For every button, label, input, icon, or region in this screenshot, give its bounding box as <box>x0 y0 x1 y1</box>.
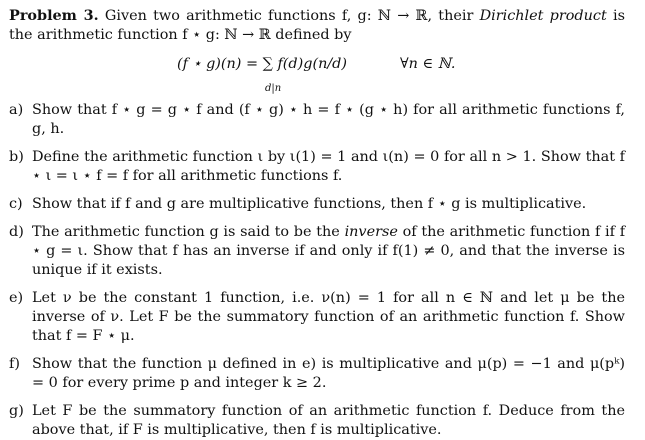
problem-intro <box>9 6 625 45</box>
part-f <box>9 355 625 393</box>
part-c <box>9 195 625 214</box>
part-d-text-2: of the arithmetic function f if f ⋆ g = ι. Show that f has an inverse if and only if f(1) ≠ 0, and that the inverse is unique if it exists. <box>32 224 626 278</box>
part-e <box>9 289 625 346</box>
equation-main: (f ⋆ g)(n) = ∑ f(d)g(n/d) <box>177 56 348 72</box>
part-b <box>9 148 625 186</box>
display-equation <box>9 47 625 99</box>
part-e-label: e) <box>9 290 24 306</box>
intro-text-1: Given two arithmetic functions f, g: ℕ → ℝ, their <box>104 8 474 24</box>
part-a-text: Show that f ⋆ g = g ⋆ f and (f ⋆ g) ⋆ h = f ⋆ (g ⋆ h) for all arithmetic functions f, g, h. <box>32 102 625 137</box>
part-d-emphasis: inverse <box>344 224 398 240</box>
equation-condition: ∀n ∈ ℕ. <box>400 56 456 72</box>
part-b-label: b) <box>9 149 24 165</box>
part-d-label: d) <box>9 224 24 240</box>
part-c-text: Show that if f and g are multiplicative functions, then f ⋆ g is multiplicative. <box>32 196 587 212</box>
intro-emphasis: Dirichlet product <box>479 8 607 24</box>
problem-label: Problem 3. <box>9 7 99 24</box>
part-b-text: Define the arithmetic function ι by ι(1) = 1 and ι(n) = 0 for all n > 1. Show that f ⋆ ι = ι ⋆ f = f for all arithmetic functions f. <box>32 149 625 184</box>
part-a-label: a) <box>9 102 24 118</box>
part-g-label: g) <box>9 403 24 419</box>
equation-subscript: d|n <box>265 83 282 94</box>
part-g-text: Let F be the summatory function of an arithmetic function f. Deduce from the above that, if F is multiplicative, then f is multiplicative. <box>32 403 625 438</box>
problem-document <box>9 6 625 440</box>
part-g <box>9 402 625 440</box>
part-f-label: f) <box>9 356 20 372</box>
part-c-label: c) <box>9 196 23 212</box>
part-a <box>9 101 625 139</box>
part-f-text: Show that the function μ defined in e) is multiplicative and μ(p) = −1 and μ(pᵏ) = 0 for every prime p and integer k ≥ 2. <box>32 356 625 391</box>
intro-text-2: is the arithmetic function f ⋆ g: ℕ → ℝ defined by <box>9 8 626 43</box>
part-d-text-1: The arithmetic function g is said to be the <box>32 224 340 240</box>
part-d <box>9 223 625 280</box>
part-e-text: Let ν be the constant 1 function, i.e. ν(n) = 1 for all n ∈ ℕ and let μ be the inverse of ν. Let F be the summatory function of an arithmetic function f. Show that f = F ⋆ μ. <box>32 290 625 344</box>
